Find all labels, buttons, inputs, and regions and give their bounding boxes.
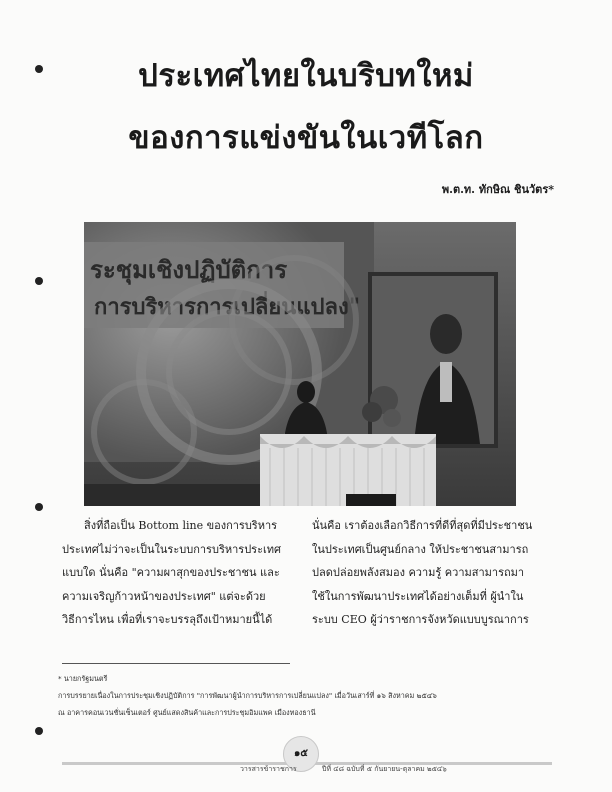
stage-photo-illustration	[84, 222, 516, 506]
body-column-right	[312, 514, 558, 632]
body-line: ระบบ CEO ผู้ว่าราชการจังหวัดแบบบูรณาการ	[312, 613, 529, 627]
body-line: วิธีการไหน เพื่อที่เราจะบรรลุถึงเป้าหมายนี้ได้	[62, 613, 273, 627]
title-line-1: ประเทศไทยในบริบทใหม่	[138, 58, 474, 94]
binder-hole-mark	[34, 276, 44, 286]
body-line: แบบใด นั่นคือ "ความผาสุกของประชาชน และ	[62, 566, 280, 580]
body-line: ประเทศไม่ว่าจะเป็นในระบบการบริหารประเทศ	[62, 542, 281, 556]
banner-text-2: การบริหารการเปลี่ยนแปลง"	[94, 295, 361, 320]
journal-name: วารสารข้าราชการ	[240, 765, 297, 773]
banner-text-1: ระชุมเชิงปฏิบัติการ	[90, 256, 288, 284]
binder-hole-mark	[34, 64, 44, 74]
footnotes	[58, 670, 558, 721]
body-line: ปลดปล่อยพลังสมอง ความรู้ ความสามารถมา	[312, 566, 525, 580]
page-number: ๑๕	[283, 736, 319, 772]
binder-hole-mark	[34, 502, 44, 512]
body-line: นั่นคือ เราต้องเลือกวิธีการที่ดีที่สุดที่มีประชาชน	[312, 519, 533, 532]
body-line: ในประเทศเป็นศูนย์กลาง ให้ประชาชนสามารถ	[312, 542, 529, 556]
title-line-2: ของการแข่งขันในเวทีโลก	[128, 120, 484, 156]
author-byline: พ.ต.ท. ทักษิณ ชินวัตร*	[441, 183, 554, 196]
event-photo	[84, 222, 516, 506]
body-column-left	[62, 514, 308, 632]
body-line: สิ่งที่ถือเป็น Bottom line ของการบริหาร	[84, 519, 278, 532]
footnote-source-line-1: การบรรยายเนื่องในการประชุมเชิงปฏิบัติการ "การพัฒนาผู้นำการบริหารการเปลี่ยนแปลง" เมื่อวันเสาร์ที่ ๑๖ สิงหาคม ๒๕๔๖	[58, 691, 437, 700]
binder-hole-mark	[34, 726, 44, 736]
footnote-divider	[62, 663, 290, 664]
footnote-source-line-2: ณ อาคารคอนเวนชั่นเซ็นเตอร์ ศูนย์แสดงสินค้าและการประชุมอิมแพค เมืองทองธานี	[58, 708, 316, 717]
body-line: ใช้ในการพัฒนาประเทศได้อย่างเต็มที่ ผู้นำใน	[312, 589, 524, 603]
footnote-author-role: * นายกรัฐมนตรี	[58, 674, 108, 683]
issue-info: ปีที่ ๔๘ ฉบับที่ ๕ กันยายน-ตุลาคม ๒๕๔๖	[322, 765, 447, 773]
body-line: ความเจริญก้าวหน้าของประเทศ" แต่จะด้วย	[62, 589, 266, 603]
